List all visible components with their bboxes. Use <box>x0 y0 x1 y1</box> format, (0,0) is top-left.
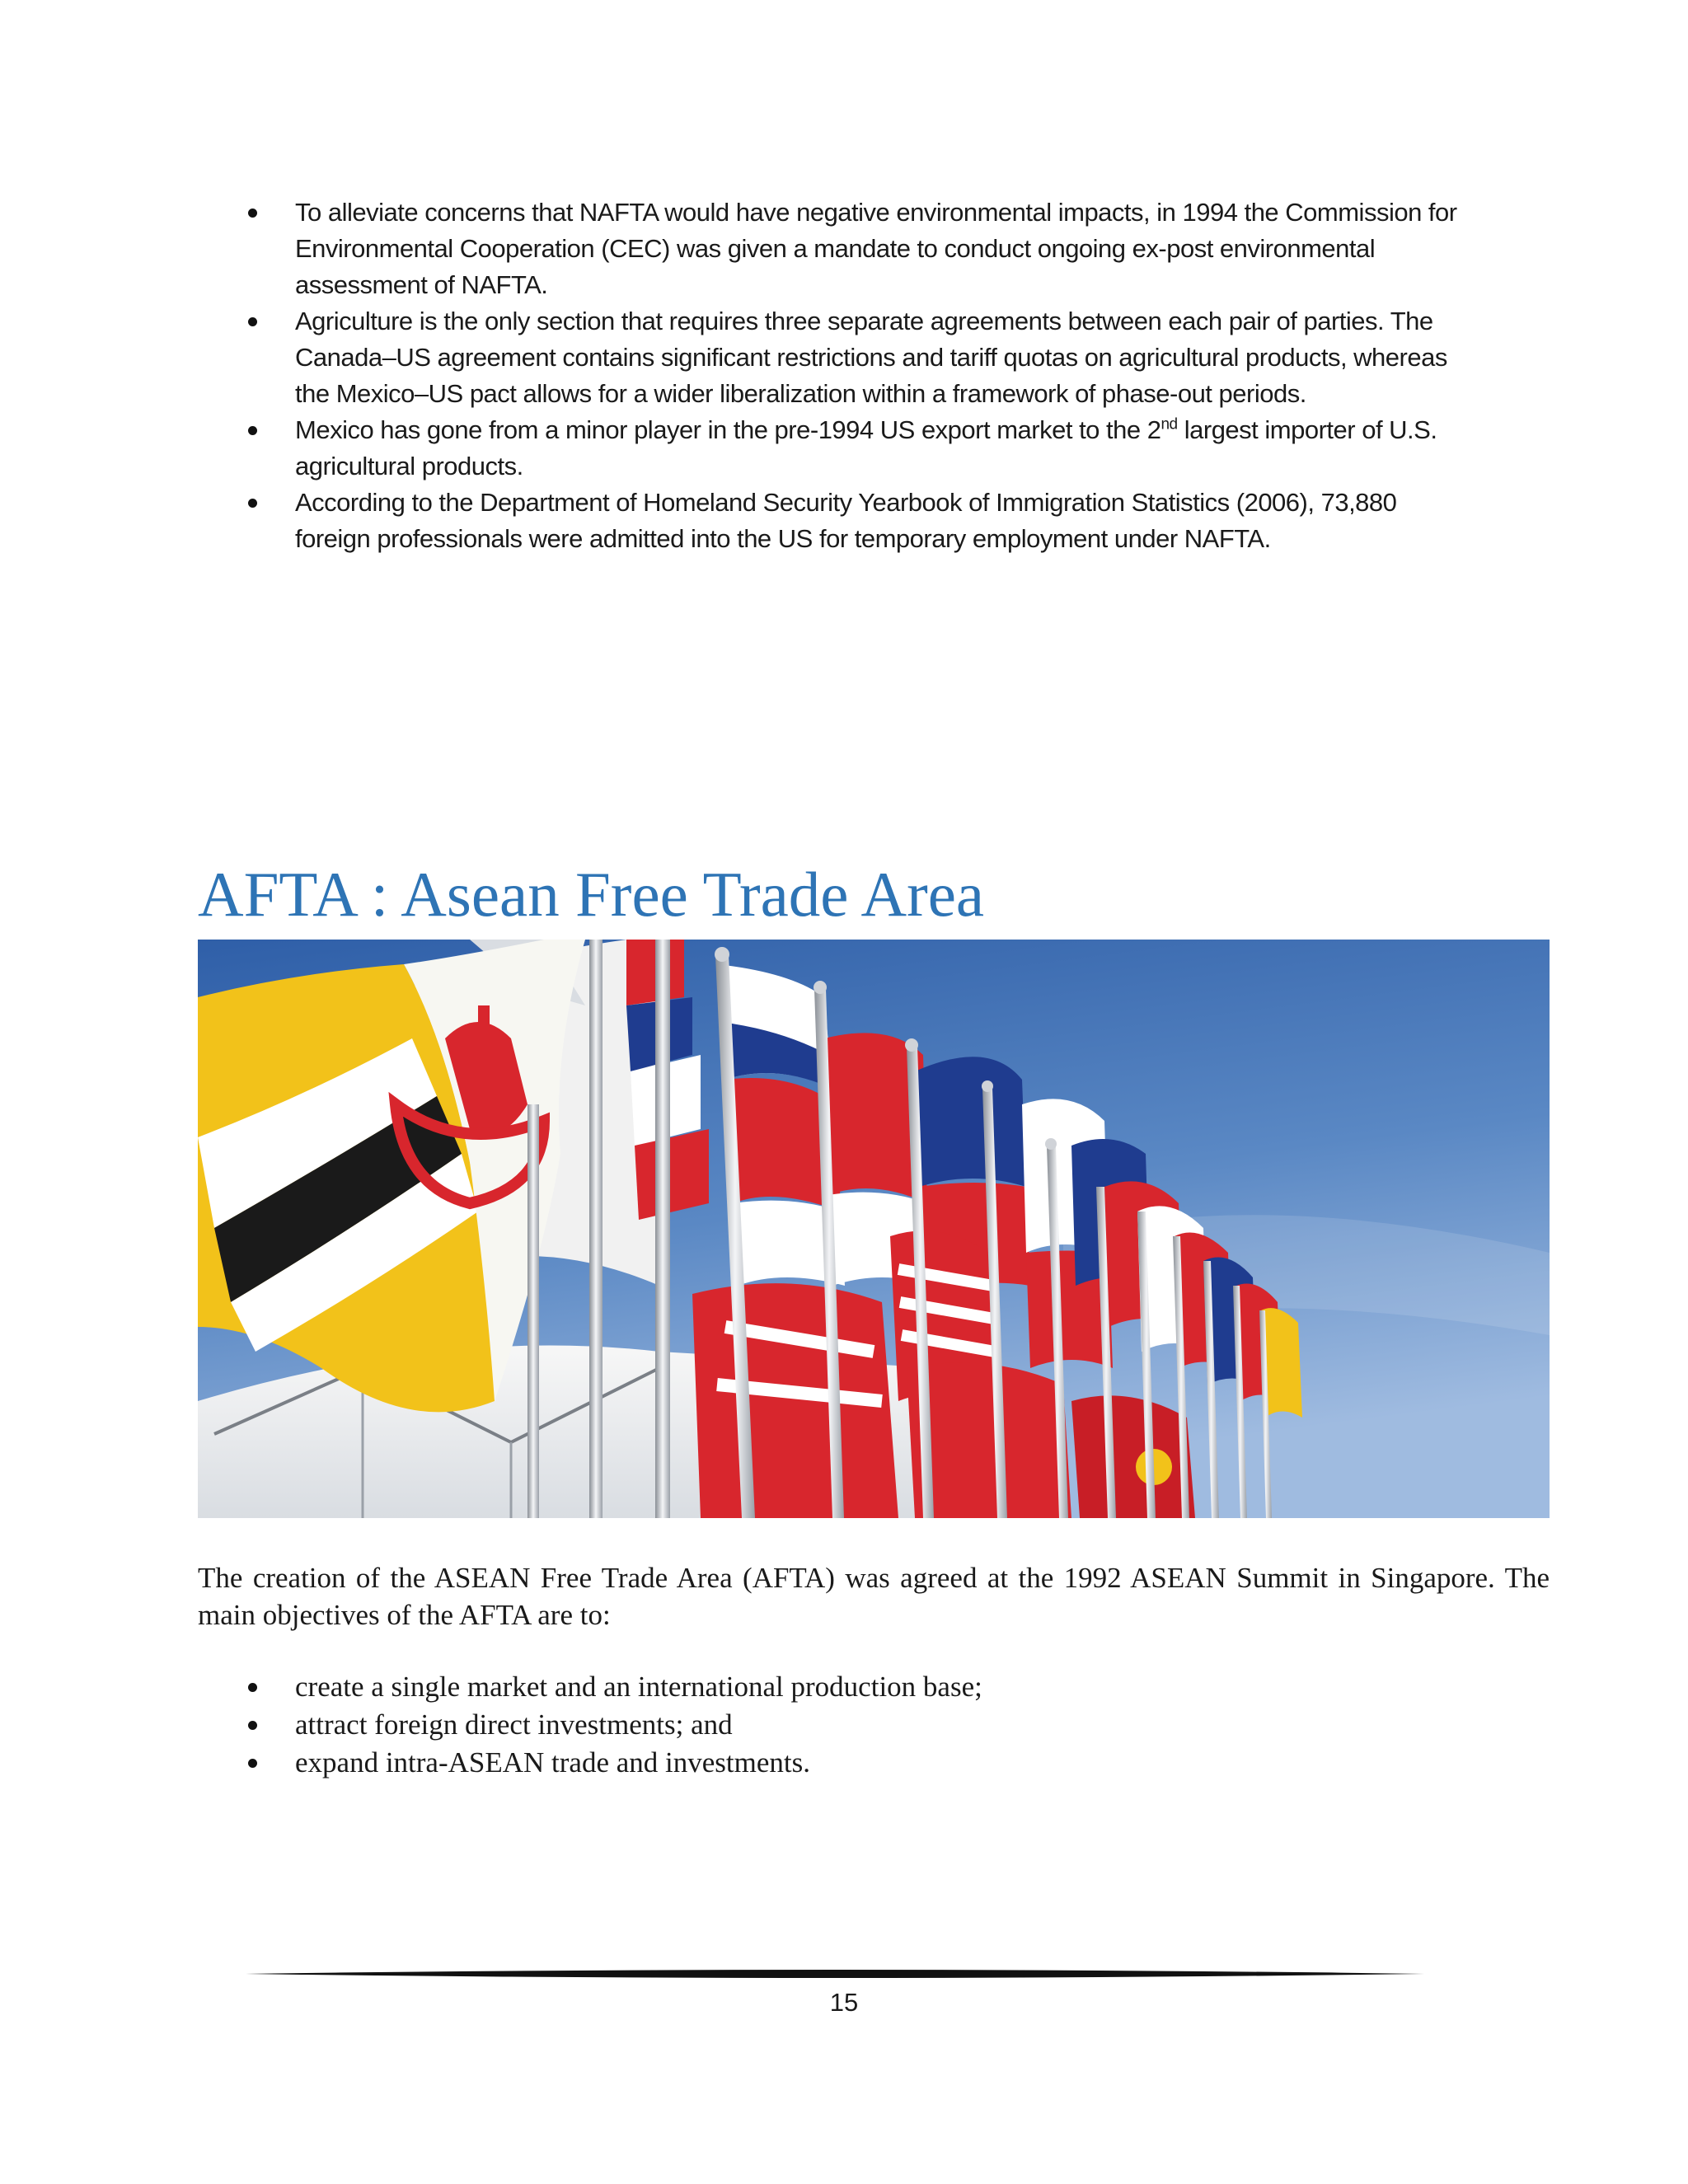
list-item-text: largest importer of U.S. agricultural products. <box>295 415 1437 480</box>
list-item-text: Mexico has gone from a minor player in the pre-1994 US export market to the 2 <box>295 415 1161 444</box>
list-item: attract foreign direct investments; and <box>239 1706 1475 1744</box>
page-number: 15 <box>829 1988 859 2017</box>
asean-flags-photo <box>198 940 1550 1518</box>
list-item: expand intra-ASEAN trade and investments. <box>239 1744 1475 1782</box>
ordinal-suffix: nd <box>1160 415 1178 434</box>
list-item <box>239 412 1459 485</box>
nafta-facts-list <box>239 194 1459 557</box>
section-heading: AFTA : Asean Free Trade Area <box>198 859 985 930</box>
afta-intro-paragraph: The creation of the ASEAN Free Trade Area (AFTA) was agreed at the 1992 ASEAN Summit in Singapore. The main objectives of the AFTA are to: <box>198 1562 1550 1631</box>
list-item: Agriculture is the only section that requires three separate agreements between each pair of parties. The Canada–US agreement contains significant restrictions and tariff quotas on agricultural products, whereas the Mexico–US pact allows for a wider liberalization within a framework of phase-out periods. <box>239 303 1459 412</box>
afta-objectives-list <box>239 1668 1475 1782</box>
list-item: create a single market and an international production base; <box>239 1668 1475 1706</box>
list-item: According to the Department of Homeland Security Yearbook of Immigration Statistics (2006), 73,880 foreign professionals were admitted into the US for temporary employment under NAFTA. <box>239 485 1459 557</box>
footer-divider <box>246 1968 1424 1980</box>
list-item: To alleviate concerns that NAFTA would have negative environmental impacts, in 1994 the Commission for Environmental Cooperation (CEC) was given a mandate to conduct ongoing ex-post environmental assessment of NAFTA. <box>239 194 1459 303</box>
